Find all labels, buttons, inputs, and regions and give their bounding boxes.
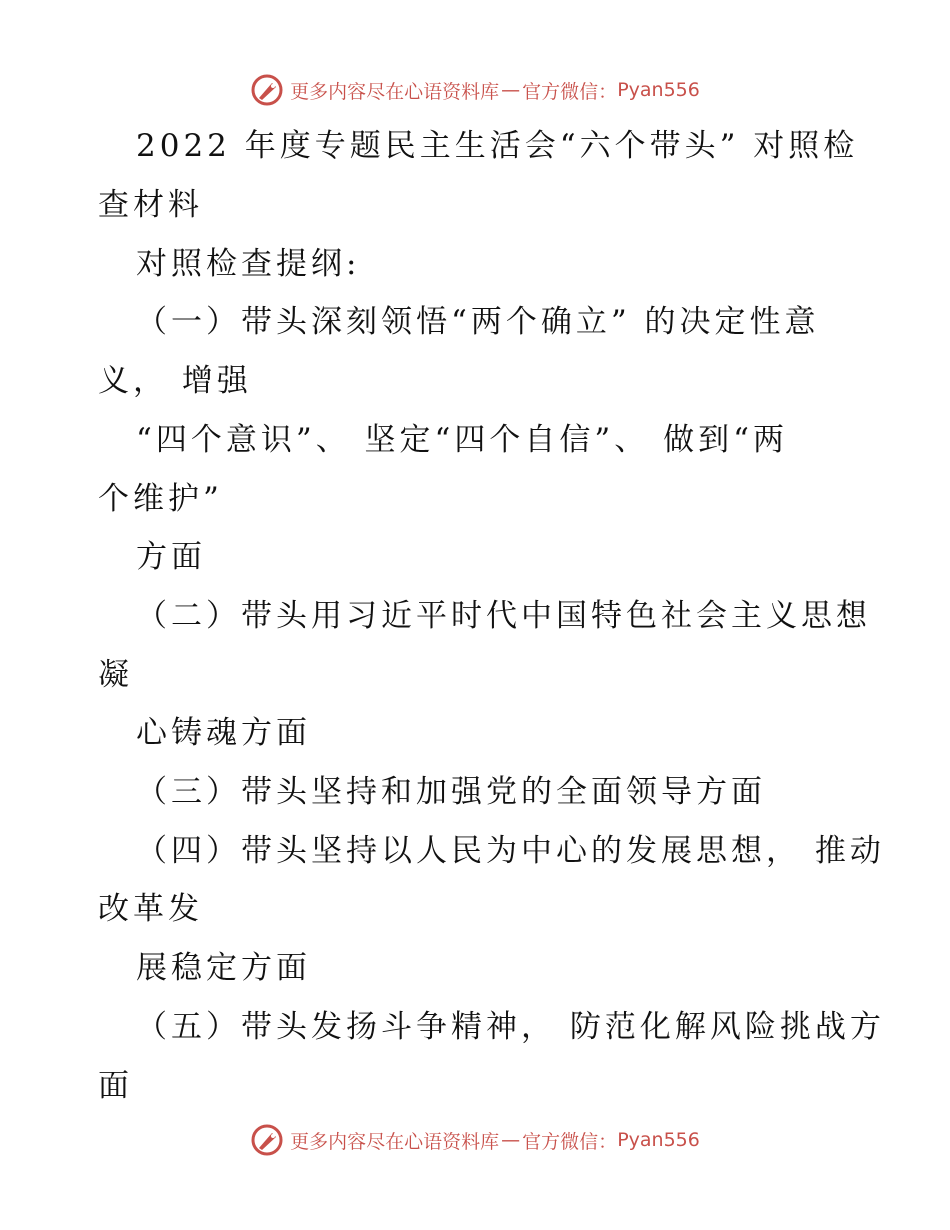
outline-item-1-line-3: “四个意识”、 坚定“四个自信”、 做到“两	[136, 422, 788, 458]
watermark-separator: —	[501, 79, 521, 101]
outline-item-3: （三）带头坚持和加强党的全面领导方面	[136, 774, 766, 810]
watermark-official-text: 官方微信：	[522, 1130, 618, 1153]
pen-nib-seal-icon	[250, 1123, 284, 1157]
watermark-handle: Pyan556	[617, 1129, 700, 1151]
header-watermark	[0, 70, 950, 110]
outline-item-1-line-2: 义， 增强	[98, 363, 252, 399]
doc-title-line-2: 查材料	[98, 187, 203, 223]
outline-item-4-line-2: 改革发	[98, 891, 203, 927]
outline-item-1-line-5: 方面	[136, 539, 206, 575]
outline-item-2-line-1: （二）带头用习近平时代中国特色社会主义思想	[136, 598, 871, 634]
outline-item-5-line-2: 面	[98, 1068, 133, 1104]
outline-heading: 对照检查提纲:	[136, 246, 361, 282]
watermark-handle: Pyan556	[617, 79, 700, 101]
footer-watermark	[0, 1120, 950, 1160]
watermark-brand-text: 更多内容尽在心语资料库	[290, 1130, 500, 1153]
doc-title-line-1: 2022 年度专题民主生活会“六个带头” 对照检	[136, 128, 859, 164]
outline-item-2-line-2: 凝	[98, 657, 133, 693]
watermark-official-text: 官方微信：	[522, 80, 618, 103]
outline-item-4-line-1: （四）带头坚持以人民为中心的发展思想， 推动	[136, 833, 885, 869]
outline-item-2-line-3: 心铸魂方面	[136, 715, 311, 751]
outline-item-4-line-3: 展稳定方面	[136, 950, 311, 986]
pen-nib-seal-icon	[250, 73, 284, 107]
outline-item-1-line-4: 个维护”	[98, 481, 223, 517]
outline-item-1-line-1: （一）带头深刻领悟“两个确立” 的决定性意	[136, 304, 820, 340]
watermark-brand-text: 更多内容尽在心语资料库	[290, 80, 500, 103]
outline-item-5-line-1: （五）带头发扬斗争精神， 防范化解风险挑战方	[136, 1009, 885, 1045]
watermark-separator: —	[501, 1129, 521, 1151]
